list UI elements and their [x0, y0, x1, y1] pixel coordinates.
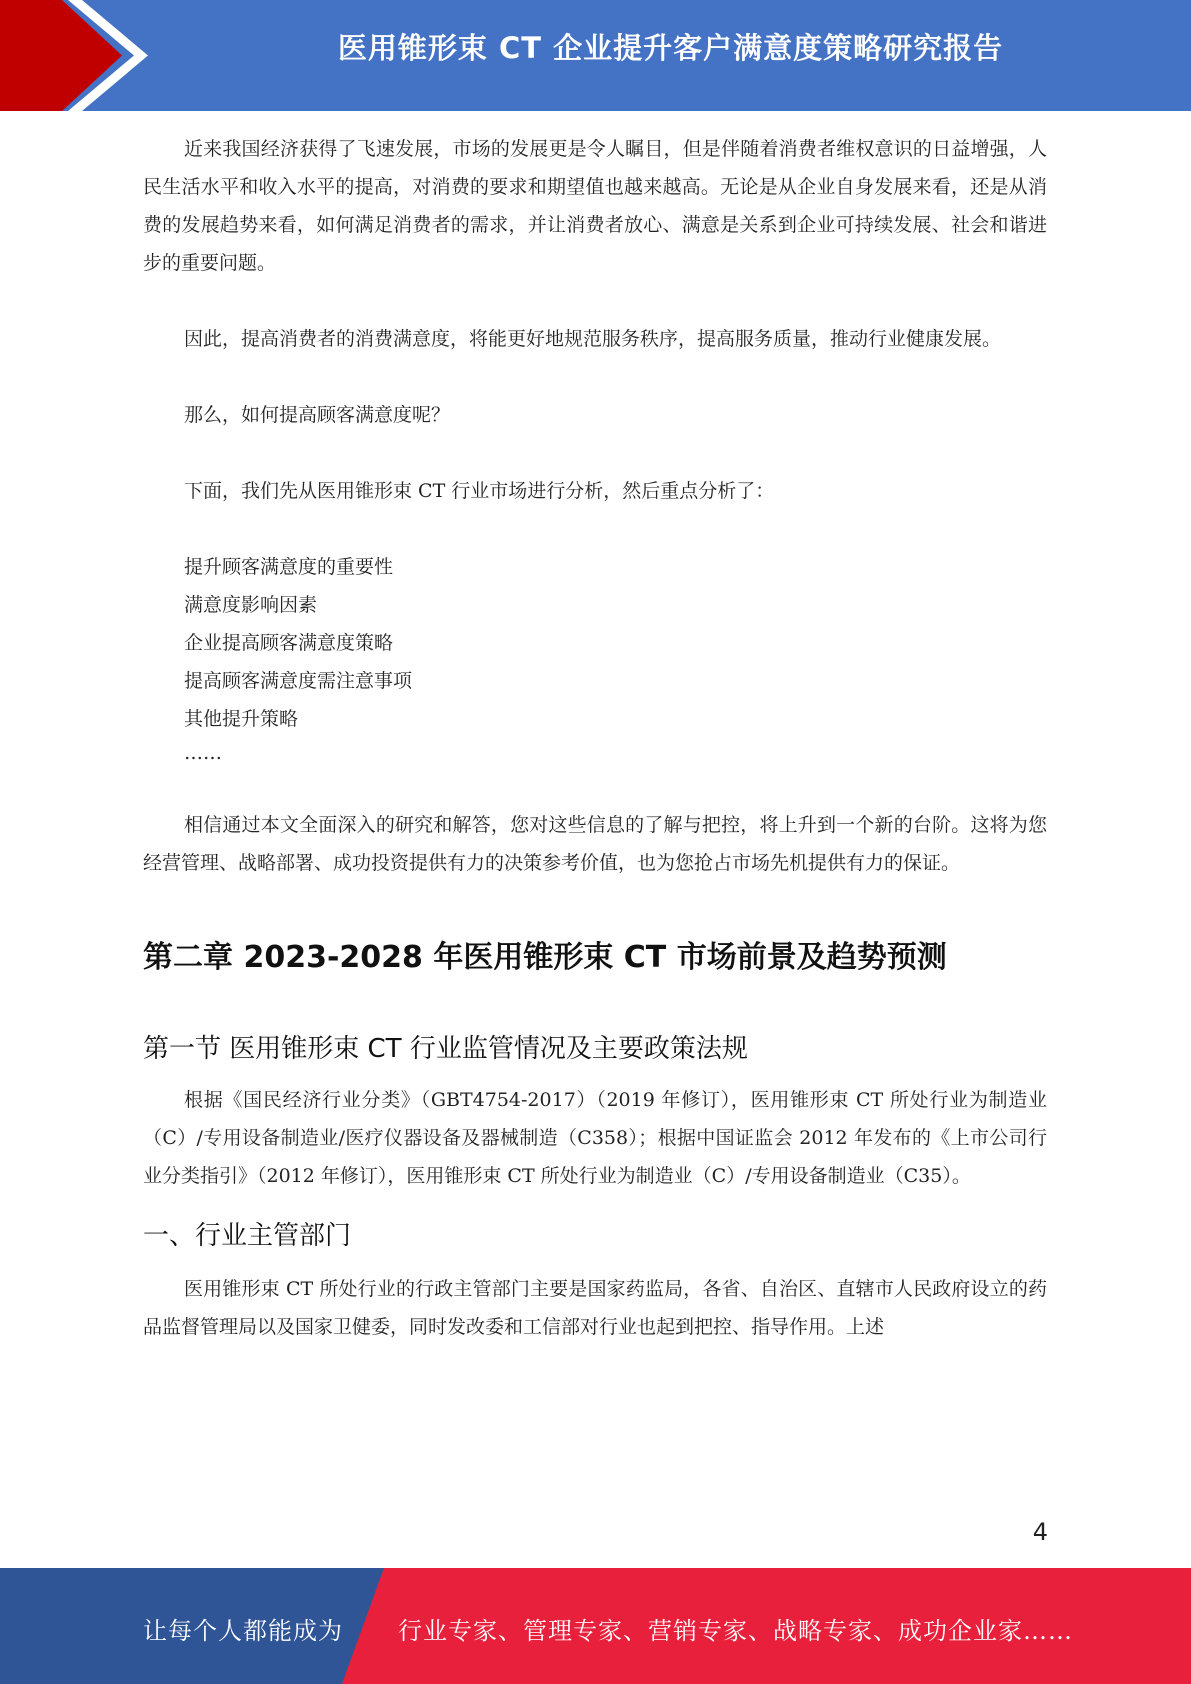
page-number: 4 [1032, 1518, 1048, 1546]
list-item: 提升顾客满意度的重要性 [184, 556, 394, 578]
chapter-title: 第二章 2023-2028 年医用锥形束 CT 市场前景及趋势预测 [143, 940, 947, 975]
report-title: 医用锥形束 CT 企业提升客户满意度策略研究报告 [337, 31, 1004, 65]
classification-paragraph: 根据《国民经济行业分类》（GBT4754-2017）（2019 年修订），医用锥形束 CT 所处行业为制造业（C）/专用设备制造业/医疗仪器设备及器械制造（C358）；根据中国证监会 2012 年发布的《上市公司行业分类指引》（2012 年修订），医用锥形束 CT 所处行业为制造业（C）/专用设备制造业（C35）。 [143, 1089, 1048, 1187]
topic-list [143, 548, 1047, 768]
footer-slogan-right: 行业专家、管理专家、营销专家、战略专家、成功企业家…… [398, 1617, 1073, 1645]
section-title: 第一节 医用锥形束 CT 行业监管情况及主要政策法规 [143, 1034, 748, 1064]
list-item: 其他提升策略 [184, 708, 299, 730]
list-item: 满意度影响因素 [184, 594, 318, 616]
footer-slogan-left: 让每个人都能成为 [143, 1617, 343, 1645]
intro-paragraph: 近来我国经济获得了飞速发展，市场的发展更是令人瞩目，但是伴随着消费者维权意识的日益增强，人民生活水平和收入水平的提高，对消费的要求和期望值也越来越高。无论是从企业自身发展来看，还是从消费的发展趋势来看，如何满足消费者的需求，并让消费者放心、满意是关系到企业可持续发展、社会和谐进步的重要问题。 [143, 138, 1047, 274]
page-content [143, 130, 1047, 1346]
header-arrow-icon [0, 0, 160, 111]
lead-in-paragraph: 下面，我们先从医用锥形束 CT 行业市场进行分析，然后重点分析了： [184, 480, 775, 502]
subsection-title: 一、行业主管部门 [143, 1221, 352, 1251]
header-banner [0, 0, 1191, 111]
list-item: 企业提高顾客满意度策略 [184, 632, 394, 654]
list-item-ellipsis: …… [184, 742, 222, 764]
closing-paragraph: 相信通过本文全面深入的研究和解答，您对这些信息的了解与把控，将上升到一个新的台阶。这将为您经营管理、战略部署、成功投资提供有力的决策参考价值，也为您抢占市场先机提供有力的保证。 [143, 814, 1047, 874]
therefore-paragraph: 因此，提高消费者的消费满意度，将能更好地规范服务秩序，提高服务质量，推动行业健康发展。 [184, 328, 1002, 350]
footer-banner [0, 1568, 1191, 1684]
authority-paragraph: 医用锥形束 CT 所处行业的行政主管部门主要是国家药监局，各省、自治区、直辖市人民政府设立的药品监督管理局以及国家卫健委，同时发改委和工信部对行业也起到把控、指导作用。上述 [143, 1278, 1047, 1338]
question-paragraph: 那么，如何提高顾客满意度呢？ [184, 404, 451, 426]
list-item: 提高顾客满意度需注意事项 [184, 670, 413, 692]
